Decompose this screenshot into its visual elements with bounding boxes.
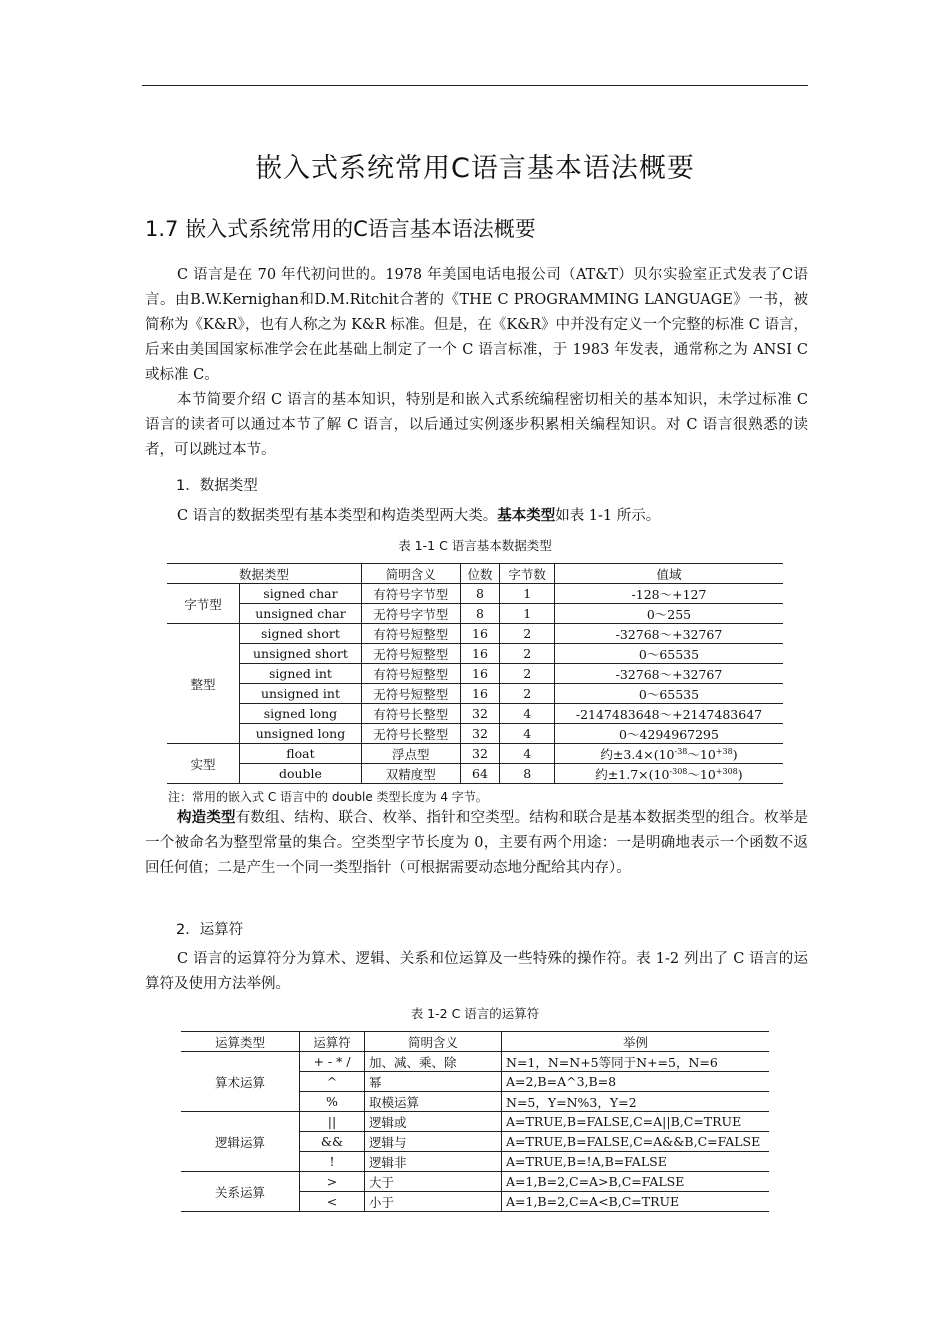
table-cell: 浮点型 (361, 744, 460, 764)
table-cell: N=1，N=N+5等同于N+=5，N=6 (502, 1052, 770, 1072)
table-cell: < (300, 1192, 365, 1212)
table-cell: 32 (460, 704, 500, 724)
th-bits: 位数 (460, 564, 500, 584)
table-cell: 有符号短整型 (361, 664, 460, 684)
table-cell: signed short (240, 624, 362, 644)
paragraph-data-types (145, 504, 808, 529)
table-cell: 1 (500, 604, 555, 624)
table-row (167, 644, 783, 664)
table-cell: 0～65535 (554, 644, 783, 664)
table-cell: 有符号短整型 (361, 624, 460, 644)
table-cell: 32 (460, 744, 500, 764)
table-cell: 16 (460, 624, 500, 644)
table2-caption: 表 1-2 C 语言的运算符 (410, 1006, 540, 1021)
th-bytes: 字节数 (500, 564, 555, 584)
table-cell: A=TRUE,B=FALSE,C=A&&B,C=FALSE (502, 1132, 770, 1152)
table-row (167, 584, 783, 604)
table-cell: 16 (460, 684, 500, 704)
table-cell: 2 (500, 684, 555, 704)
para3-text-c: 如表 1-1 所示。 (555, 508, 661, 524)
th-example: 举例 (502, 1032, 770, 1052)
table-cell: signed long (240, 704, 362, 724)
table-cell: double (240, 764, 362, 784)
exponent: +38 (715, 746, 733, 756)
table-cell: 大于 (365, 1172, 502, 1192)
page-title: 嵌入式系统常用C语言基本语法概要 (255, 153, 695, 184)
table-cell: 取模运算 (365, 1092, 502, 1112)
table-cell: 8 (460, 604, 500, 624)
table-cell: 幂 (365, 1072, 502, 1092)
para3-bold-basic-types: 基本类型 (497, 508, 556, 524)
table-cell: A=2,B=A^3,B=8 (502, 1072, 770, 1092)
table-cell: 逻辑与 (365, 1132, 502, 1152)
range-text: 约±3.4×(10 (600, 746, 675, 762)
range-text: ～10 (687, 746, 716, 762)
table-cell: A=TRUE,B=FALSE,C=A||B,C=TRUE (502, 1112, 770, 1132)
paragraph-intro: C 语言是在 70 年代初问世的。1978 年美国电话电报公司（AT&T）贝尔实验室正式发表了C语言。由B.W.Kernighan和D.M.Ritchit合著的《THE C PROGRAMMING LANGUAGE》一书，被简称为《K&R》，也有人称之为 K&R 标准。但是，在《K&R》中并没有定义一个完整的标准 C 语言，后来由美国国家标准学会在此基础上制定了一个 C 语言标准，于 1983 年发表，通常称之为 ANSI C 或标准 C。 (145, 267, 808, 383)
table-cell: 2 (500, 624, 555, 644)
table-cell: A=TRUE,B=!A,B=FALSE (502, 1152, 770, 1172)
table-row (167, 724, 783, 744)
table-cell: + - * / (300, 1052, 365, 1072)
table-cell: A=1,B=2,C=A>B,C=FALSE (502, 1172, 770, 1192)
range-cell-double (554, 764, 783, 784)
th-range: 值域 (554, 564, 783, 584)
table-cell: -2147483648～+2147483647 (554, 704, 783, 724)
table-cell: 0～255 (554, 604, 783, 624)
table-cell: ^ (300, 1072, 365, 1092)
table-row (167, 764, 783, 784)
table-cell: 逻辑或 (365, 1112, 502, 1132)
group-cell: 逻辑运算 (181, 1112, 300, 1172)
operators-table (181, 1031, 769, 1212)
header-rule (142, 85, 808, 86)
table-cell: 2 (500, 664, 555, 684)
table-cell: unsigned long (240, 724, 362, 744)
group-cell: 算术运算 (181, 1052, 300, 1112)
table-cell: 64 (460, 764, 500, 784)
table-cell: || (300, 1112, 365, 1132)
table-cell: % (300, 1092, 365, 1112)
table-row (181, 1172, 769, 1192)
range-text: ) (732, 746, 738, 762)
table-row (181, 1052, 769, 1072)
table-cell: 16 (460, 664, 500, 684)
table-header-row (167, 564, 783, 584)
para4-text: 有数组、结构、联合、枚举、指针和空类型。结构和联合是基本数据类型的组合。枚举是一个被命名为整型常量的集合。空类型字节长度为 0，主要有两个用途：一是明确地表示一个函数不返回任何值；二是产生一个同一类型指针（可根据需要动态地分配给其内存）。 (145, 810, 809, 876)
table-cell: 逻辑非 (365, 1152, 502, 1172)
table-row (167, 744, 783, 764)
table-cell: 2 (500, 644, 555, 664)
group-cell: 整型 (167, 624, 240, 744)
th-meaning: 简明含义 (361, 564, 460, 584)
table-cell: -32768～+32767 (554, 624, 783, 644)
range-text: 约±1.7×(10 (595, 766, 670, 782)
table-row (181, 1112, 769, 1132)
table-cell: signed char (240, 584, 362, 604)
table-cell: 4 (500, 724, 555, 744)
table-cell: unsigned short (240, 644, 362, 664)
exponent: -38 (674, 746, 688, 756)
exponent: -308 (669, 766, 688, 776)
heading-data-types: 1．数据类型 (176, 478, 258, 494)
table-row (167, 664, 783, 684)
table-cell: float (240, 744, 362, 764)
section-heading: 1.7 嵌入式系统常用的C语言基本语法概要 (145, 217, 536, 241)
table-cell: 0～4294967295 (554, 724, 783, 744)
table-cell: unsigned int (240, 684, 362, 704)
table-cell: -32768～+32767 (554, 664, 783, 684)
table-cell: ! (300, 1152, 365, 1172)
table1-note: 注：常用的嵌入式 C 语言中的 double 类型长度为 4 字节。 (168, 790, 488, 804)
table-cell: A=1,B=2,C=A<B,C=TRUE (502, 1192, 770, 1212)
th-op-type: 运算类型 (181, 1032, 300, 1052)
para4-bold-composite-types: 构造类型 (177, 810, 236, 826)
table-cell: 8 (460, 584, 500, 604)
group-cell: 字节型 (167, 584, 240, 624)
table-row (167, 684, 783, 704)
table-row (167, 624, 783, 644)
data-types-table (167, 563, 783, 784)
heading-operators: 2．运算符 (176, 922, 244, 938)
table-header-row (181, 1032, 769, 1052)
range-cell-float (554, 744, 783, 764)
table-cell: 8 (500, 764, 555, 784)
table-cell: 双精度型 (361, 764, 460, 784)
paragraph-operators: C 语言的运算符分为算术、逻辑、关系和位运算及一些特殊的操作符。表 1-2 列出了 C 语言的运算符及使用方法举例。 (145, 951, 808, 992)
table-cell: 有符号字节型 (361, 584, 460, 604)
table-cell: 无符号短整型 (361, 644, 460, 664)
table-cell: 1 (500, 584, 555, 604)
table-cell: 无符号短整型 (361, 684, 460, 704)
range-text: ) (737, 766, 743, 782)
exponent: +308 (715, 766, 738, 776)
table-cell: && (300, 1132, 365, 1152)
table-cell: 无符号长整型 (361, 724, 460, 744)
group-cell: 实型 (167, 744, 240, 784)
table-cell: > (300, 1172, 365, 1192)
table1-caption: 表 1-1 C 语言基本数据类型 (398, 538, 552, 553)
paragraph-composite-types (145, 806, 808, 881)
table-cell: 小于 (365, 1192, 502, 1212)
table-cell: 无符号字节型 (361, 604, 460, 624)
table-cell: unsigned char (240, 604, 362, 624)
table-cell: 0～65535 (554, 684, 783, 704)
table-cell: -128～+127 (554, 584, 783, 604)
table-cell: 有符号长整型 (361, 704, 460, 724)
th-type: 数据类型 (167, 564, 361, 584)
table-cell: 4 (500, 744, 555, 764)
table-row (167, 604, 783, 624)
group-cell: 关系运算 (181, 1172, 300, 1212)
table-cell: N=5，Y=N%3，Y=2 (502, 1092, 770, 1112)
table-row (167, 704, 783, 724)
table-cell: 加、减、乘、除 (365, 1052, 502, 1072)
table-cell: 16 (460, 644, 500, 664)
paragraph-overview: 本节简要介绍 C 语言的基本知识，特别是和嵌入式系统编程密切相关的基本知识，未学过标准 C 语言的读者可以通过本节了解 C 语言，以后通过实例逐步积累相关编程知识。对 C 语言很熟悉的读者，可以跳过本节。 (145, 392, 808, 458)
th-op-meaning: 简明含义 (365, 1032, 502, 1052)
table-cell: signed int (240, 664, 362, 684)
table-cell: 4 (500, 704, 555, 724)
para3-text-a: C 语言的数据类型有基本类型和构造类型两大类。 (177, 508, 498, 524)
th-operator: 运算符 (300, 1032, 365, 1052)
table-cell: 32 (460, 724, 500, 744)
range-text: ～10 (687, 766, 716, 782)
